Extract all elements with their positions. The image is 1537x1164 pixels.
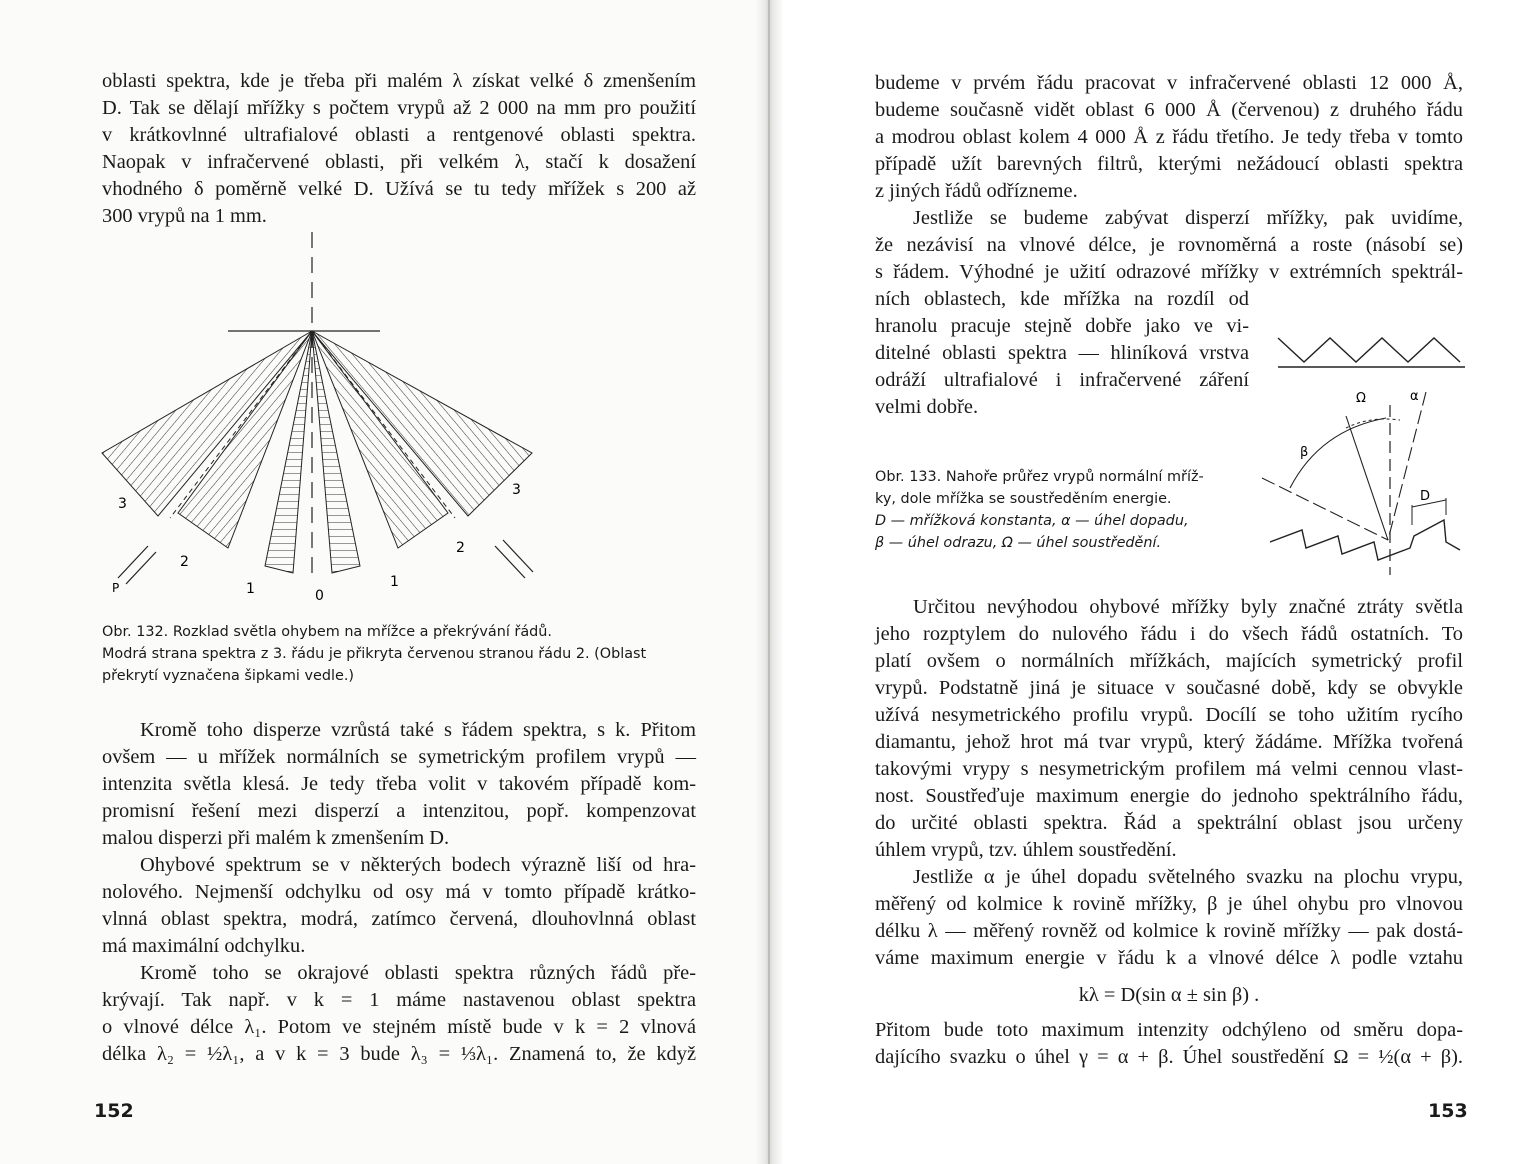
text-line: užívá nesymetrického profilu vrypů. Docílí se toho užitím rycího	[875, 704, 1463, 726]
figure-132-caption	[102, 621, 702, 687]
beta-ray	[1346, 416, 1388, 540]
text-line: D. Tak se dělají mřížky s počtem vrypů až 2 000 na mm pro použití	[102, 97, 696, 119]
right-para-a	[875, 205, 1463, 286]
text-line: do určité oblasti spektra. Řád a spektrální oblast jsou určeny	[875, 812, 1463, 834]
page-number-left: 152	[94, 1100, 134, 1122]
right-para-c	[875, 864, 1463, 972]
caption-line: ky, dole mřížka se soustředěním energie.	[875, 491, 1172, 507]
figure-133-grating-profile	[1260, 320, 1472, 580]
text-line: a modrou oblast kolem 4 000 Å z řádu třetího. Je tedy třeba v tomto	[875, 126, 1463, 148]
caption-line: β — úhel odrazu, Ω — úhel soustředění.	[875, 535, 1162, 551]
text-line: vlnná oblast spektra, modrá, zatímco červená, dlouhovlnná oblast	[102, 908, 696, 930]
symmetric-groove-profile	[1278, 338, 1460, 362]
left-intro-paragraph	[102, 68, 696, 230]
order-label-1-right: 1	[390, 574, 399, 590]
text-line: vhodného δ poměrně velké D. Užívá se tu tedy mřížek s 200 až	[102, 178, 696, 200]
right-para-d	[875, 1017, 1463, 1071]
right-para-a-narrow	[875, 286, 1249, 421]
caption-line: překrytí vyznačena šipkami vedle.)	[102, 668, 355, 684]
text-line: Naopak v infračervené oblasti, při velkém λ, stačí k dosažení	[102, 151, 696, 173]
blazed-groove-profile	[1270, 520, 1460, 560]
text-line: o vlnové délce λ₁. Potom ve stejném místě bude v k = 2 vlnová	[102, 1016, 696, 1038]
p-label: P	[112, 581, 120, 595]
order-label-3-left: 3	[118, 496, 127, 512]
text-line: má maximální odchylku.	[102, 935, 306, 957]
text-line: promisní řešení mezi disperzí a intenzitou, popř. kompenzovat	[102, 800, 696, 822]
text-line: takovými vrypy s nesymetrickým profilem má velmi cennou vlast-	[875, 758, 1463, 780]
overlap-arrow-left	[118, 546, 148, 578]
text-line: Jestliže α je úhel dopadu světelného svazku na plochu vrypu,	[913, 866, 1463, 888]
text-line: z jiných řádů odřízneme.	[875, 180, 1078, 202]
text-line: vrypů. Podstatně jiná je situace v současné době, kdy se obvykle	[875, 677, 1463, 699]
text-line: s řádem. Výhodné je užití odrazové mřížky v extrémních spektrál-	[875, 261, 1463, 283]
text-line: délka λ₂ = ½λ₁, a v k = 3 bude λ₃ = ⅓λ₁. Znamená to, že když	[102, 1043, 696, 1065]
caption-line: Obr. 133. Nahoře průřez vrypů normální mříž-	[875, 469, 1204, 485]
right-page	[770, 0, 1537, 1164]
text-line: Ohybové spektrum se v některých bodech výrazně liší od hra-	[140, 854, 696, 876]
figure-133-caption	[875, 466, 1247, 554]
page-number-right: 153	[1428, 1100, 1468, 1122]
text-line: Určitou nevýhodou ohybové mřížky byly značné ztráty světla	[913, 596, 1463, 618]
right-para-b	[875, 594, 1463, 864]
left-body-text	[102, 717, 696, 1068]
text-line: budeme v prvém řádu pracovat v infračervené oblasti 12 000 Å,	[875, 72, 1463, 94]
text-line: malou disperzi při malém k zmenšením D.	[102, 827, 450, 849]
omega-label: Ω	[1356, 391, 1366, 406]
text-line: velmi dobře.	[875, 396, 979, 418]
text-line: krývají. Tak např. v k = 1 máme nastavenou oblast spektra	[102, 989, 696, 1011]
text-line: ditelné oblasti spektra — hliníková vrstva	[875, 342, 1249, 364]
figure-132-diffraction-diagram	[100, 228, 540, 608]
text-line: Kromě toho disperze vzrůstá také s řádem spektra, s k. Přitom	[140, 719, 696, 741]
overlap-arrow-right	[495, 546, 525, 578]
text-line: diamantu, jehož hrot má tvar vrypů, který žádáme. Mřížka tvořená	[875, 731, 1463, 753]
order-label-2-right: 2	[456, 540, 465, 556]
text-line: že nezávisí na vlnové délce, je rovnoměrná a roste (násobí se)	[875, 234, 1463, 256]
text-line: případě užít barevných filtrů, kterými nežádoucí oblasti spektra	[875, 153, 1463, 175]
order-label-1-left: 1	[246, 581, 255, 597]
caption-line: Modrá strana spektra z 3. řádu je přikryta červenou stranou řádu 2. (Oblast	[102, 646, 647, 662]
text-line: nost. Soustřeďuje maximum energie do jednoho spektrálního řádu,	[875, 785, 1463, 807]
text-line: ovšem — u mřížek normálních se symetrickým profilem vrypů —	[102, 746, 696, 768]
paragraph	[102, 852, 696, 960]
paragraph	[102, 717, 696, 852]
text-line: úhlem vrypů, tzv. úhlem soustředění.	[875, 839, 1177, 861]
text-line: hranolu pracuje stejně dobře jako ve vi-	[875, 315, 1249, 337]
text-line: Kromě toho se okrajové oblasti spektra různých řádů pře-	[140, 962, 696, 984]
beta-label: β	[1300, 445, 1309, 460]
text-line: ních oblastech, kde mřížka na rozdíl od	[875, 288, 1249, 310]
overlap-arrow-right-2	[503, 540, 533, 572]
order-label-3-right: 3	[512, 482, 521, 498]
text-line: platí ovšem o normálních mřížkách, majících symetrický profil	[875, 650, 1463, 672]
text-line: nolového. Nejmenší odchylku od osy má v tomto případě krátko-	[102, 881, 696, 903]
alpha-ray	[1388, 392, 1426, 540]
order-label-0: 0	[315, 588, 324, 604]
order-label-2-left: 2	[180, 554, 189, 570]
incident-ray	[1262, 478, 1388, 540]
text-line: jeho rozptylem do nulového řádu i do všech řádů ostatních. To	[875, 623, 1463, 645]
alpha-label: α	[1410, 389, 1419, 404]
paragraph	[102, 960, 696, 1068]
text-line: Jestliže se budeme zabývat disperzí mřížky, pak uvidíme,	[913, 207, 1463, 229]
text-line: intenzita světla klesá. Je tedy třeba volit v takovém případě kom-	[102, 773, 696, 795]
text-line: budeme současně vidět oblast 6 000 Å (červenou) z druhého řádu	[875, 99, 1463, 121]
right-top-paragraph	[875, 70, 1463, 205]
d-label: D	[1420, 489, 1431, 504]
text-line: dajícího svazku o úhel γ = α + β. Úhel soustředění Ω = ½(α + β).	[875, 1046, 1463, 1068]
text-line: 300 vrypů na 1 mm.	[102, 205, 267, 227]
text-line: v krátkovlnné ultrafialové oblasti a rentgenové oblasti spektra.	[102, 124, 696, 146]
text-line: délku λ — měřený rovněž od kolmice k rovině mřížky — pak dostá-	[875, 920, 1463, 942]
text-line: oblasti spektra, kde je třeba při malém λ získat velké δ zmenšením	[102, 70, 696, 92]
text-line: odráží ultrafialové i infračervené záření	[875, 369, 1249, 391]
caption-line: D — mřížková konstanta, α — úhel dopadu,	[875, 513, 1189, 529]
text-line: měřený od kolmice k rovině mřížky, β je úhel ohybu pro vlnovou	[875, 893, 1463, 915]
overlap-arrow-left-2	[126, 552, 156, 584]
text-line: váme maximum energie v řádu k a vlnové délce λ podle vztahu	[875, 947, 1463, 969]
text-line: Přitom bude toto maximum intenzity odchýleno od směru dopa-	[875, 1019, 1463, 1041]
grating-equation: kλ = D(sin α ± sin β) .	[1078, 984, 1260, 1006]
caption-line: Obr. 132. Rozklad světla ohybem na mřížce a překrývání řádů.	[102, 624, 552, 640]
